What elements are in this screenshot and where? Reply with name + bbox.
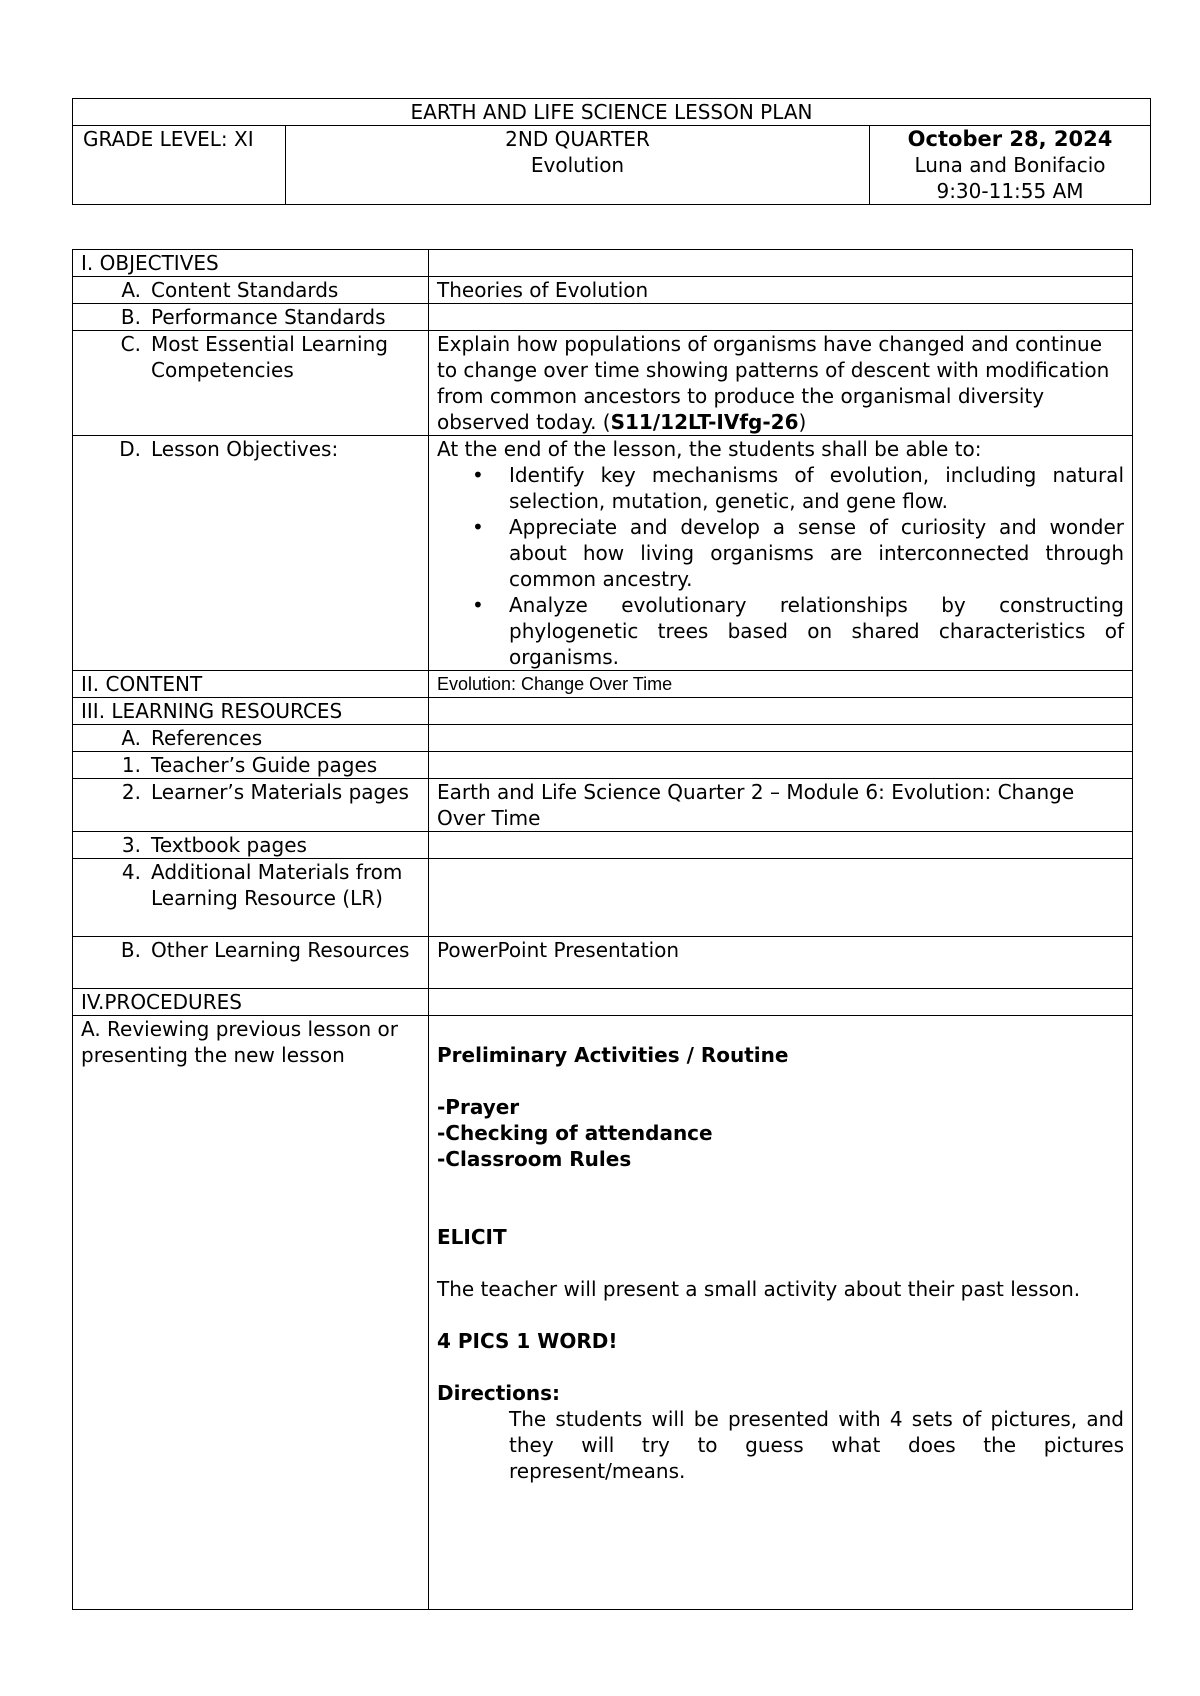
row-marker: D. <box>119 437 141 461</box>
content-heading: II. CONTENT <box>73 671 429 698</box>
resources-heading-value <box>429 698 1133 725</box>
learners-materials-label: Learner’s Materials pages <box>151 780 409 804</box>
lesson-date: October 28, 2024 <box>907 127 1113 151</box>
table-row <box>73 671 1133 698</box>
quarter-cell <box>286 126 870 205</box>
table-row <box>73 304 1133 331</box>
performance-standards-label-cell <box>73 304 429 331</box>
table-row <box>73 277 1133 304</box>
melc-value-cell <box>429 331 1133 436</box>
lesson-objectives-intro: At the end of the lesson, the students shall be able to: <box>437 437 982 461</box>
additional-materials-value <box>429 859 1133 937</box>
directions-label: Directions: <box>437 1381 561 1405</box>
references-label-cell <box>73 725 429 752</box>
textbook-label: Textbook pages <box>151 833 307 857</box>
content-standards-value: Theories of Evolution <box>429 277 1133 304</box>
other-resources-value: PowerPoint Presentation <box>429 937 1133 989</box>
row-marker: B. <box>120 938 141 962</box>
table-row <box>73 937 1133 989</box>
procedures-heading-value <box>429 989 1133 1016</box>
references-label: References <box>151 726 263 750</box>
list-item: • Identify key mechanisms of evolution, including natural selection, mutation, genetic, and gene flow. <box>509 462 1124 514</box>
lesson-objectives-label-cell <box>73 436 429 671</box>
activity-title: 4 PICS 1 WORD! <box>437 1329 618 1353</box>
row-marker: 2. <box>121 780 141 804</box>
procedures-heading: IV.PROCEDURES <box>73 989 429 1016</box>
melc-text: Explain how populations of organisms have changed and continue to change over time showing patterns of descent with modification from common ancestors to produce the organismal diversity observed today. ( <box>437 332 1110 434</box>
time: 9:30-11:55 AM <box>936 179 1084 203</box>
learners-materials-value: Earth and Life Science Quarter 2 – Module 6: Evolution: Change Over Time <box>429 779 1133 832</box>
melc-label: Most Essential Learning Competencies <box>151 332 388 382</box>
review-cell <box>429 1016 1133 1610</box>
table-row <box>73 436 1133 671</box>
references-value <box>429 725 1133 752</box>
melc-close: ) <box>798 410 807 434</box>
textbook-label-cell <box>73 832 429 859</box>
other-resources-label-cell <box>73 937 429 989</box>
additional-materials-label: Additional Materials from Learning Resource (LR) <box>151 860 403 910</box>
prelim-heading: Preliminary Activities / Routine <box>437 1043 789 1067</box>
additional-materials-label-cell <box>73 859 429 937</box>
topic: Evolution <box>530 153 625 177</box>
teachers-guide-label: Teacher’s Guide pages <box>151 753 378 777</box>
resources-heading: III. LEARNING RESOURCES <box>73 698 429 725</box>
row-marker: B. <box>120 305 141 329</box>
content-standards-label: Content Standards <box>151 278 339 302</box>
objectives-heading-value <box>429 250 1133 277</box>
schedule-cell <box>870 126 1151 205</box>
routine-item: -Checking of attendance <box>437 1121 713 1145</box>
lesson-objectives-cell <box>429 436 1133 671</box>
lesson-objectives-label: Lesson Objectives: <box>151 437 339 461</box>
review-label: A. Reviewing previous lesson or presenting the new lesson <box>73 1016 429 1610</box>
table-row <box>73 989 1133 1016</box>
sections: Luna and Bonifacio <box>914 153 1106 177</box>
row-marker: 4. <box>121 860 141 884</box>
objectives-list <box>437 462 1124 670</box>
row-marker: 3. <box>121 833 141 857</box>
table-row <box>73 698 1133 725</box>
grade-level: GRADE LEVEL: XI <box>73 126 286 205</box>
teachers-guide-value <box>429 752 1133 779</box>
learners-materials-label-cell <box>73 779 429 832</box>
elicit-heading: ELICIT <box>437 1225 507 1249</box>
row-marker: A. <box>121 278 141 302</box>
performance-standards-label: Performance Standards <box>151 305 386 329</box>
table-row <box>73 725 1133 752</box>
table-row <box>73 1016 1133 1610</box>
content-standards-label-cell <box>73 277 429 304</box>
header-table <box>72 98 1151 205</box>
table-row <box>73 779 1133 832</box>
list-item: • Appreciate and develop a sense of curiosity and wonder about how living organisms are interconnected through common ancestry. <box>509 514 1124 592</box>
row-marker: C. <box>120 332 141 356</box>
list-item: • Analyze evolutionary relationships by constructing phylogenetic trees based on shared characteristics of organisms. <box>509 592 1124 670</box>
other-resources-label: Other Learning Resources <box>151 938 410 962</box>
table-row <box>73 859 1133 937</box>
table-row <box>73 331 1133 436</box>
directions-text: The students will be presented with 4 sets of pictures, and they will try to guess what does the pictures represent/means. <box>509 1407 1124 1483</box>
lesson-plan-table <box>72 249 1133 1610</box>
table-row <box>73 752 1133 779</box>
content-value: Evolution: Change Over Time <box>429 671 1133 698</box>
textbook-value <box>429 832 1133 859</box>
teachers-guide-label-cell <box>73 752 429 779</box>
objectives-heading: I. OBJECTIVES <box>73 250 429 277</box>
lesson-plan-title: EARTH AND LIFE SCIENCE LESSON PLAN <box>73 99 1151 126</box>
melc-label-cell <box>73 331 429 436</box>
elicit-text: The teacher will present a small activity about their past lesson. <box>437 1277 1081 1301</box>
melc-code: S11/12LT-IVfg-26 <box>610 410 799 434</box>
routine-item: -Classroom Rules <box>437 1147 632 1171</box>
row-marker: 1. <box>121 753 141 777</box>
table-row <box>73 250 1133 277</box>
routine-item: -Prayer <box>437 1095 520 1119</box>
row-marker: A. <box>121 726 141 750</box>
quarter: 2ND QUARTER <box>505 127 650 151</box>
table-row <box>73 832 1133 859</box>
performance-standards-value <box>429 304 1133 331</box>
